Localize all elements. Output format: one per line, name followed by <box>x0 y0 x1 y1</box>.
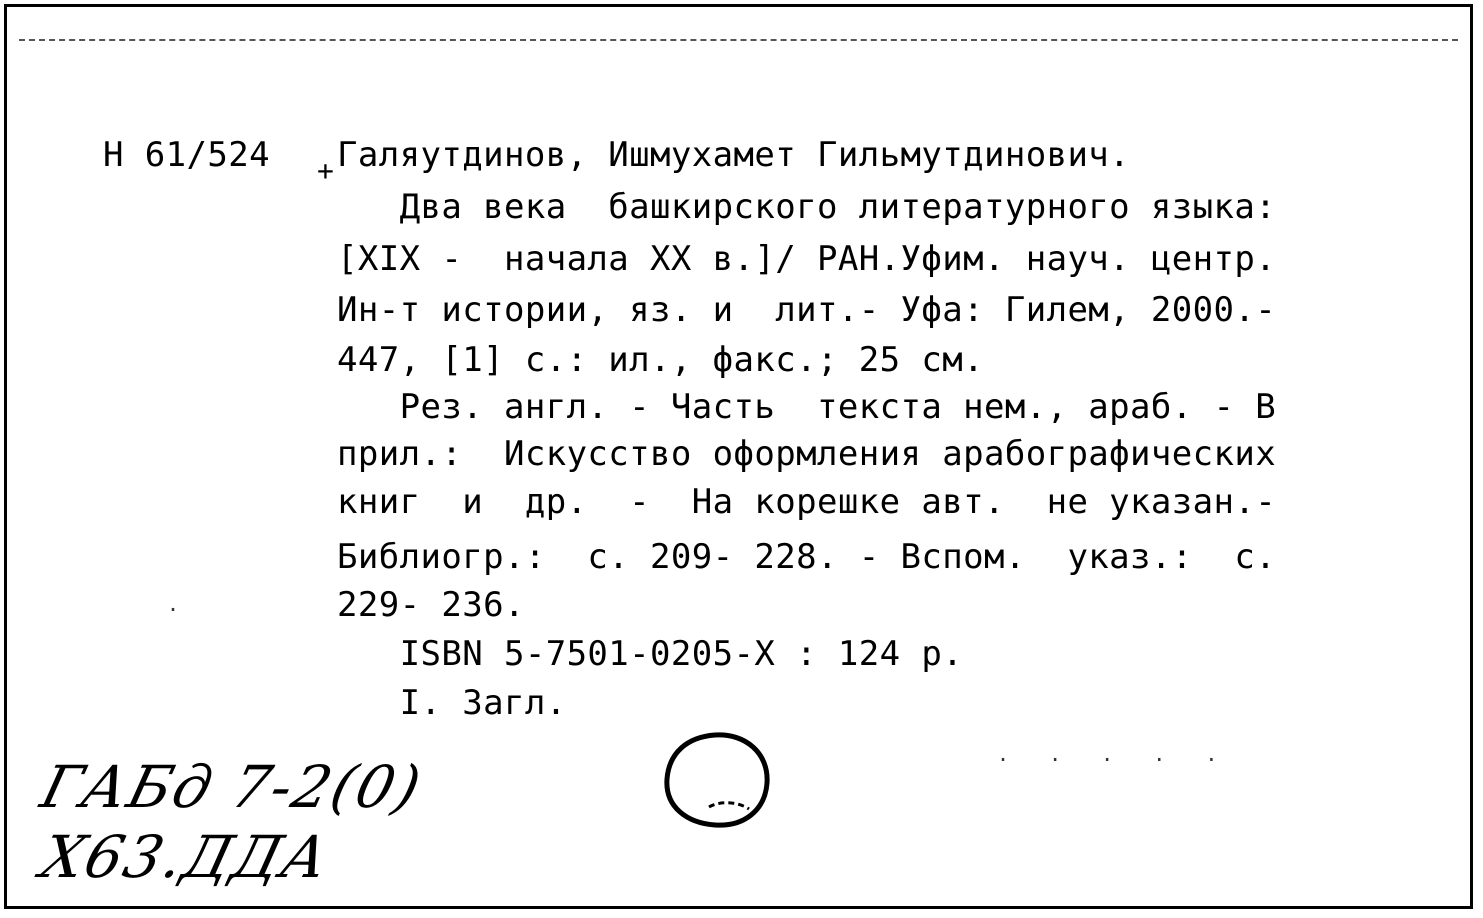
body-line: книг и др. - На корешке авт. не указан.- <box>337 482 1277 522</box>
body-line: [XIX - начала XX в.]/ РАН.Уфим. науч. центр. <box>337 239 1277 279</box>
catalog-card <box>4 4 1473 909</box>
handwritten-note: Х63.ДДА <box>34 823 338 891</box>
body-line: 447, [1] с.: ил., факс.; 25 см. <box>337 340 984 380</box>
body-line: Два века башкирского литературного языка: <box>337 187 1277 227</box>
body-line: Ин-т истории, яз. и лит.- Уфа: Гилем, 2000.- <box>337 290 1277 330</box>
body-line: прил.: Искусство оформления арабографических <box>337 434 1277 474</box>
body-line: Рез. англ. - Часть текста нем., араб. - В <box>337 387 1277 427</box>
circle-stamp-icon <box>657 727 777 837</box>
body-line: 229- 236. <box>337 585 525 625</box>
body-line: ISBN 5-7501-0205-X : 124 р. <box>337 634 964 674</box>
cross-mark-icon: + <box>317 154 334 187</box>
faint-dots: . . . . . <box>997 742 1232 766</box>
body-line: Библиогр.: с. 209- 228. - Вспом. указ.: с. <box>337 537 1277 577</box>
shelfmark: Н 61/524 <box>103 135 270 175</box>
body-line: I. Загл. <box>337 683 567 723</box>
card-top-rule <box>19 39 1458 41</box>
author-heading: Галяутдинов, Ишмухамет Гильмутдинович. <box>337 135 1131 175</box>
handwritten-note: ГАБд 7-2(0) <box>34 753 430 821</box>
faint-dot: . <box>167 592 194 616</box>
